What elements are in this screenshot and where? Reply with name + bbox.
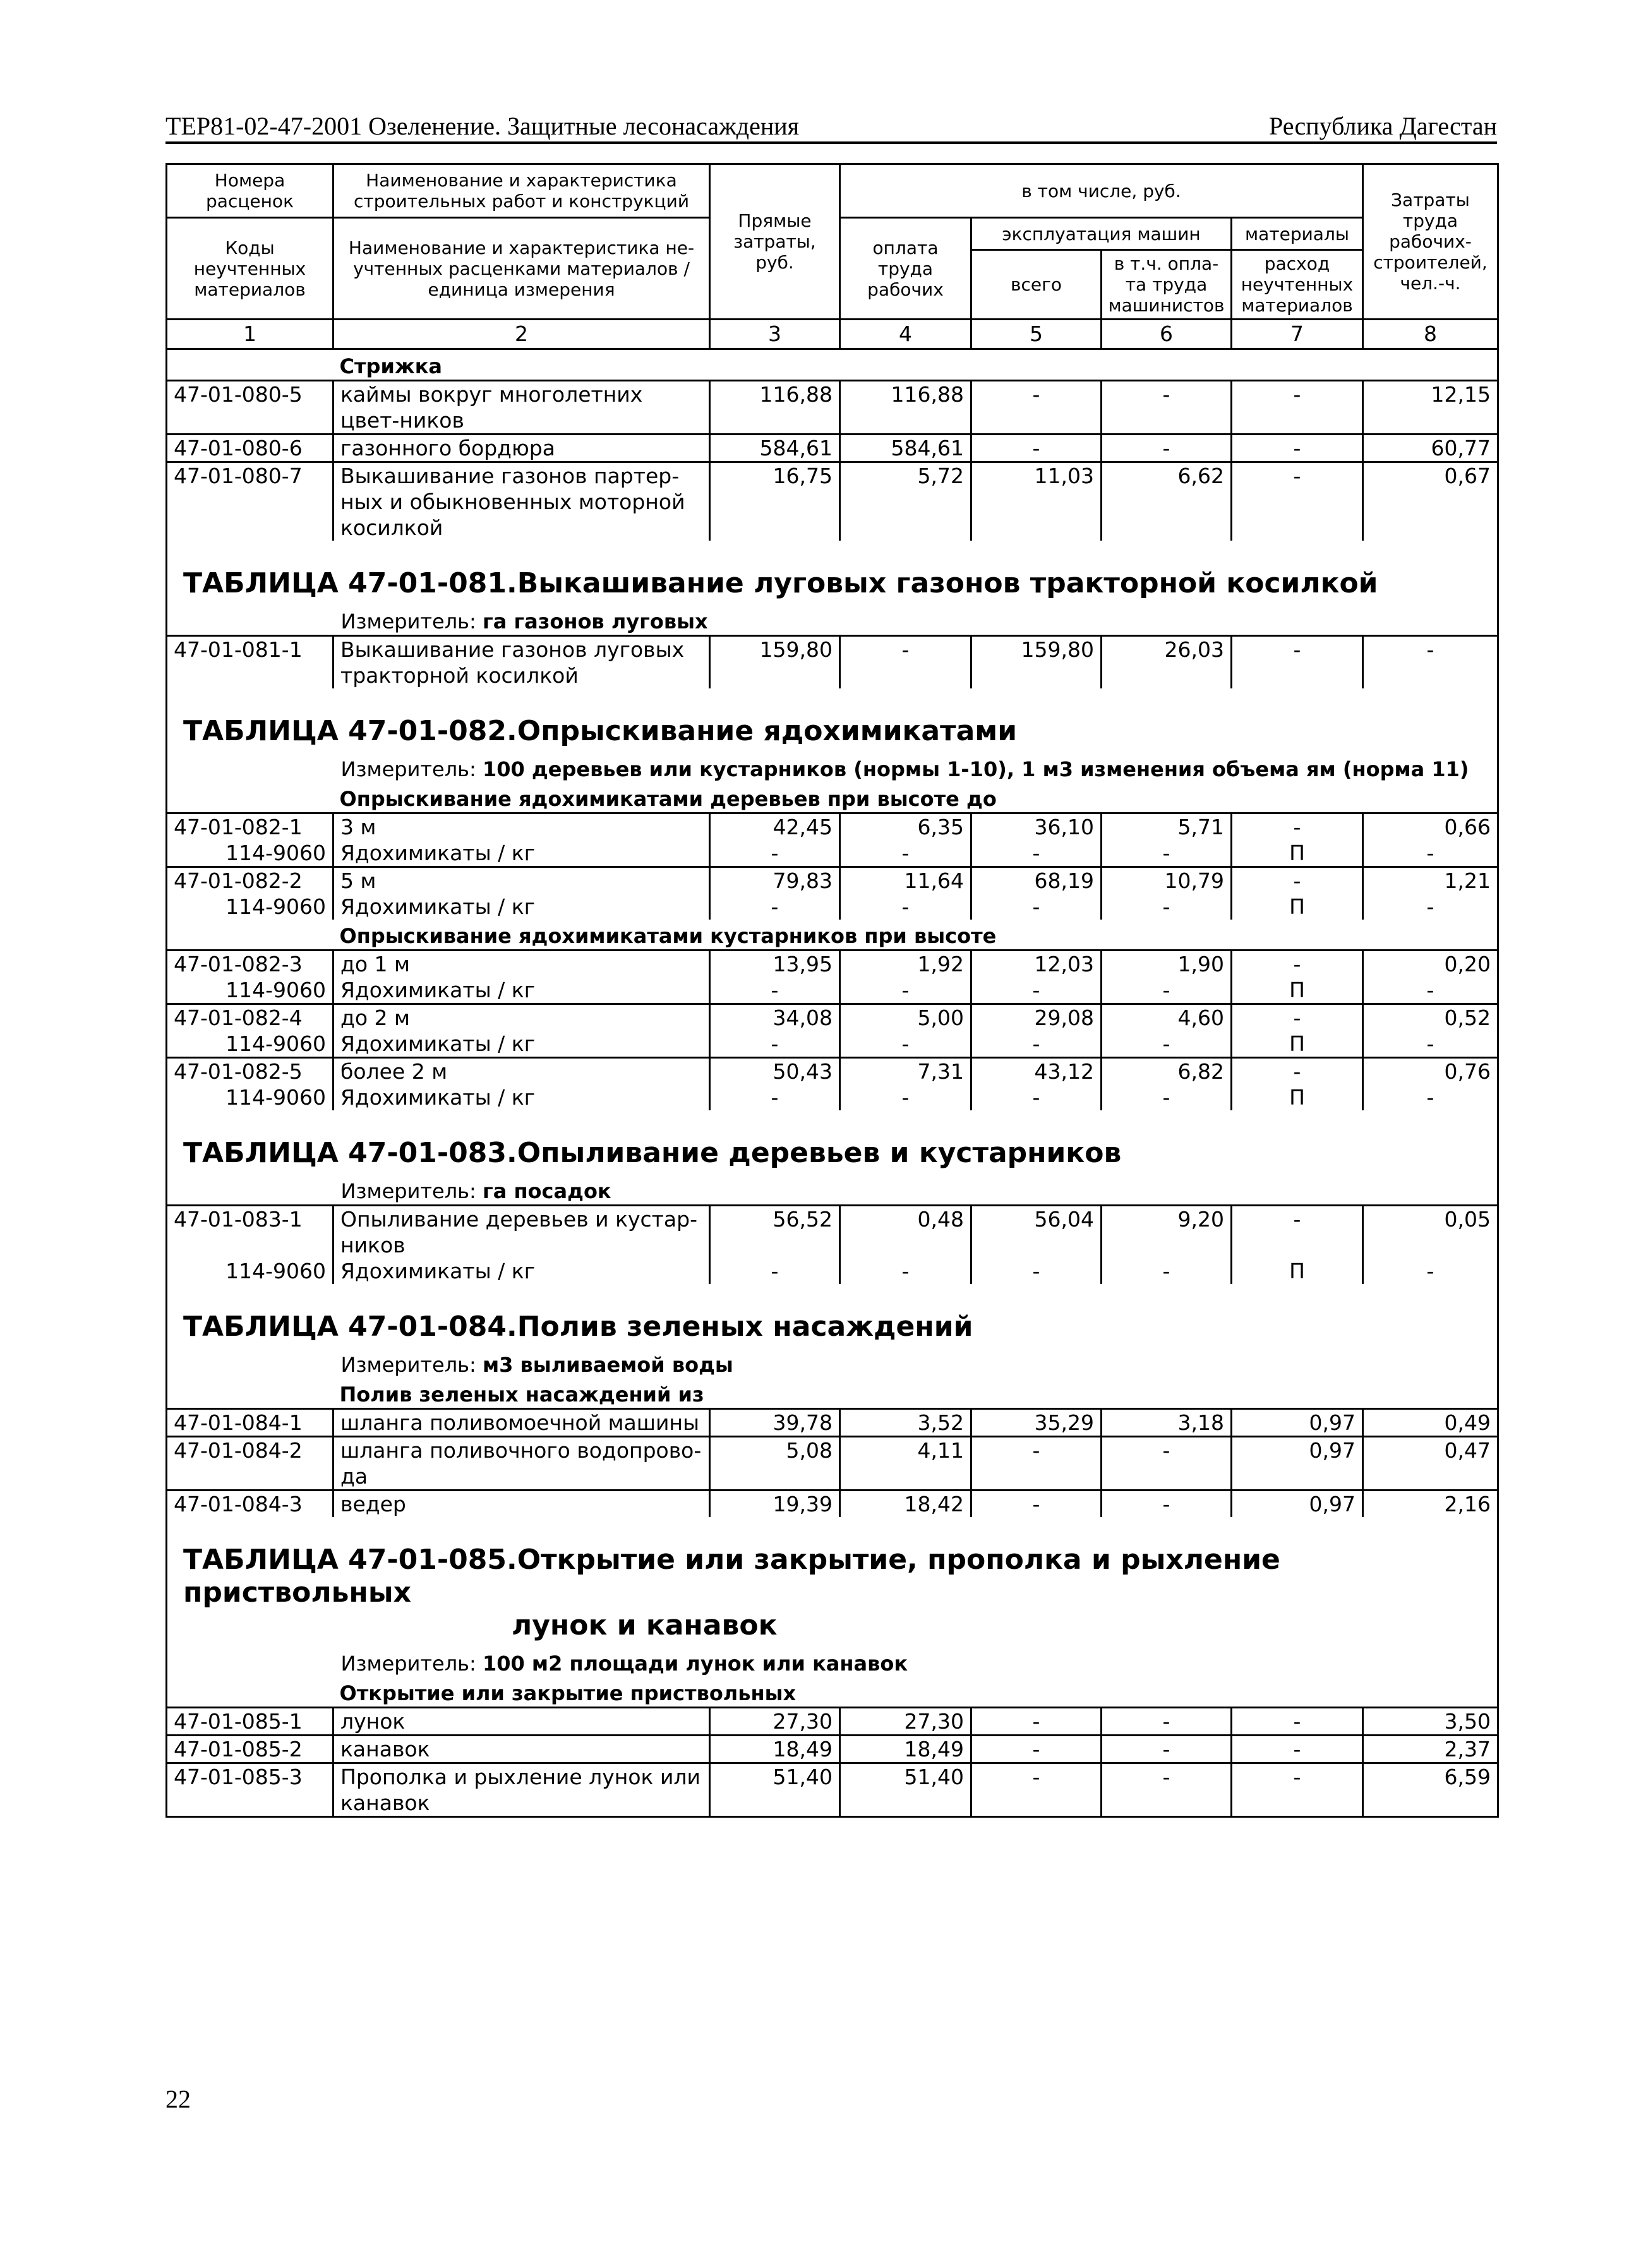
work-name: шланга поливочного водопрово-да: [334, 1437, 710, 1491]
value-c3: -: [710, 840, 840, 867]
value-c8: -: [1363, 1258, 1498, 1284]
section-subtitle: Полив зеленых насаждений из: [339, 1383, 704, 1407]
measure-unit: [334, 757, 1498, 783]
column-number: 7: [1232, 320, 1363, 349]
value-c6: -: [1102, 1084, 1232, 1110]
table-title: Опыливание деревьев и кустарников: [517, 1137, 1122, 1169]
measure-label: Измеритель:: [340, 609, 476, 633]
header-machines: эксплуатация машин: [971, 218, 1232, 250]
value-c7: -: [1232, 1708, 1363, 1736]
rate-code: 47-01-082-5: [167, 1058, 334, 1085]
value-c7: -: [1232, 1004, 1363, 1031]
value-c3: 116,88: [710, 381, 840, 435]
value-c6: 26,03: [1102, 636, 1232, 689]
value-c7: -: [1232, 636, 1363, 689]
subtitle-row: [167, 783, 1498, 813]
measure-label: Измеритель:: [340, 757, 476, 781]
value-c5: 11,03: [971, 462, 1102, 541]
empty-cell: [167, 1378, 334, 1409]
header-labor-costs: Затраты труда рабочих-строителей, чел.-ч.: [1363, 164, 1498, 320]
work-name: шланга поливомоечной машины: [334, 1409, 710, 1437]
value-c5: 35,29: [971, 1409, 1102, 1437]
measure-row: [167, 757, 1498, 783]
table-number: ТАБЛИЦА 47-01-085.: [183, 1544, 517, 1576]
table-caption-row: [167, 541, 1498, 609]
material-code: 114-9060: [225, 841, 326, 865]
table-caption: [167, 1110, 1498, 1179]
value-c8: 0,66: [1363, 813, 1498, 841]
value-c5: -: [971, 435, 1102, 462]
value-c7: -: [1232, 867, 1363, 894]
measure-value: м3 выливаемой воды: [482, 1353, 733, 1377]
value-c3: 51,40: [710, 1763, 840, 1817]
value-c4: -: [840, 1031, 971, 1058]
value-c4: 7,31: [840, 1058, 971, 1085]
header-rate-numbers: Номера расценок: [206, 170, 294, 212]
table-title: Опрыскивание ядохимикатами: [517, 715, 1018, 747]
material-code: 114-9060: [225, 1031, 326, 1056]
value-c5: -: [971, 1491, 1102, 1518]
rate-code: 47-01-081-1: [167, 636, 334, 689]
value-c4: -: [840, 636, 971, 689]
header-operators-pay: в т.ч. опла-та труда машинистов: [1102, 250, 1232, 320]
value-c4: 5,72: [840, 462, 971, 541]
value-c3: 19,39: [710, 1491, 840, 1518]
work-name: 5 м: [334, 867, 710, 894]
work-name: 3 м: [334, 813, 710, 841]
value-c8: 0,20: [1363, 951, 1498, 978]
material-code: 114-9060: [225, 1085, 326, 1110]
value-c3: 27,30: [710, 1708, 840, 1736]
section-subtitle: Стрижка: [339, 354, 443, 378]
value-c8: 0,05: [1363, 1206, 1498, 1259]
column-number: 3: [710, 320, 840, 349]
value-c8: 12,15: [1363, 381, 1498, 435]
rate-row: [167, 1437, 1498, 1491]
value-c5: 36,10: [971, 813, 1102, 841]
value-c7: 0,97: [1232, 1409, 1363, 1437]
empty-cell: [167, 349, 334, 381]
value-c4: 11,64: [840, 867, 971, 894]
value-c6: 9,20: [1102, 1206, 1232, 1259]
work-name: Выкашивание газонов луговых тракторной косилкой: [334, 636, 710, 689]
value-c6: 3,18: [1102, 1409, 1232, 1437]
value-c8: -: [1363, 977, 1498, 1004]
rate-row: [167, 381, 1498, 435]
value-c8: -: [1363, 1084, 1498, 1110]
value-c5: -: [971, 1437, 1102, 1491]
table-title-continued: лунок и канавок: [512, 1609, 778, 1641]
value-c8: -: [1363, 894, 1498, 920]
value-c5: -: [971, 381, 1102, 435]
value-c6: 1,90: [1102, 951, 1232, 978]
value-c8: 3,50: [1363, 1708, 1498, 1736]
header-including: в том числе, руб.: [840, 164, 1363, 218]
rate-code: 47-01-082-2: [167, 867, 334, 894]
rate-row: [167, 1206, 1498, 1259]
value-c3: 16,75: [710, 462, 840, 541]
header-worker-pay: оплата труда рабочих: [840, 218, 971, 320]
header-document-title: ТЕР81-02-47-2001 Озеленение. Защитные лесонасаждения: [165, 112, 800, 140]
value-c8: -: [1363, 840, 1498, 867]
value-c7: П: [1232, 840, 1363, 867]
value-c4: -: [840, 840, 971, 867]
value-c8: -: [1363, 1031, 1498, 1058]
value-c3: 13,95: [710, 951, 840, 978]
table-number: ТАБЛИЦА 47-01-083.: [183, 1137, 517, 1169]
measure-label: Измеритель:: [340, 1353, 476, 1377]
measure-row: [167, 1179, 1498, 1206]
value-c6: -: [1102, 1763, 1232, 1817]
measure-row: [167, 609, 1498, 636]
header-material-codes: Коды неучтенных материалов: [167, 218, 334, 320]
empty-cell: [167, 920, 334, 951]
value-c5: -: [971, 1736, 1102, 1763]
rate-row: [167, 435, 1498, 462]
value-c6: -: [1102, 894, 1232, 920]
rate-row: [167, 867, 1498, 894]
value-c5: 68,19: [971, 867, 1102, 894]
rate-code: 47-01-080-7: [167, 462, 334, 541]
value-c4: 51,40: [840, 1763, 971, 1817]
value-c6: -: [1102, 1736, 1232, 1763]
column-number: 8: [1363, 320, 1498, 349]
value-c3: 584,61: [710, 435, 840, 462]
work-name: ведер: [334, 1491, 710, 1518]
table-title: Полив зеленых насаждений: [517, 1311, 973, 1343]
measure-row: [167, 1651, 1498, 1677]
value-c7: -: [1232, 435, 1363, 462]
value-c8: 0,49: [1363, 1409, 1498, 1437]
value-c3: -: [710, 894, 840, 920]
rate-code: 47-01-085-1: [167, 1708, 334, 1736]
value-c4: -: [840, 1258, 971, 1284]
table-caption-row: [167, 1517, 1498, 1651]
column-number: 6: [1102, 320, 1232, 349]
empty-cell: [167, 1179, 334, 1206]
rate-row: [167, 1763, 1498, 1817]
value-c5: -: [971, 1708, 1102, 1736]
empty-cell: [167, 757, 334, 783]
value-c5: 159,80: [971, 636, 1102, 689]
header-work-name: Наименование и характеристика строительных работ и конструкций: [334, 164, 710, 218]
subtitle-row: [167, 920, 1498, 951]
value-c8: 0,47: [1363, 1437, 1498, 1491]
rate-code: 47-01-082-1: [167, 813, 334, 841]
value-c4: 6,35: [840, 813, 971, 841]
work-name: Выкашивание газонов партер-ных и обыкновенных моторной косилкой: [334, 462, 710, 541]
table-title: Выкашивание луговых газонов тракторной косилкой: [517, 567, 1378, 599]
section-subtitle: Опрыскивание ядохимикатами кустарников при высоте: [339, 924, 997, 948]
value-c7: -: [1232, 1206, 1363, 1259]
value-c5: -: [971, 977, 1102, 1004]
value-c8: 2,37: [1363, 1736, 1498, 1763]
value-c5: 56,04: [971, 1206, 1102, 1259]
rate-row: [167, 462, 1498, 541]
value-c6: -: [1102, 977, 1232, 1004]
column-number: 4: [840, 320, 971, 349]
rate-code: 47-01-080-5: [167, 381, 334, 435]
rate-row: [167, 636, 1498, 689]
empty-cell: [167, 609, 334, 636]
value-c8: 2,16: [1363, 1491, 1498, 1518]
rate-code: 47-01-085-3: [167, 1763, 334, 1817]
value-c5: 29,08: [971, 1004, 1102, 1031]
column-number: 5: [971, 320, 1102, 349]
work-name: более 2 м: [334, 1058, 710, 1085]
value-c8: 0,67: [1363, 462, 1498, 541]
rate-code: 47-01-083-1: [167, 1206, 334, 1259]
rate-row: [167, 1708, 1498, 1736]
work-name: Ядохимикаты / кг: [334, 977, 710, 1004]
table-caption: [167, 541, 1498, 609]
rate-code: 47-01-084-3: [167, 1491, 334, 1518]
subtitle-row: [167, 1677, 1498, 1708]
material-code: 114-9060: [225, 1259, 326, 1283]
subtitle-row: [167, 1378, 1498, 1409]
value-c6: -: [1102, 1031, 1232, 1058]
table-caption: [167, 1517, 1498, 1651]
value-c6: 6,82: [1102, 1058, 1232, 1085]
page-number: 22: [165, 2085, 191, 2113]
value-c6: -: [1102, 381, 1232, 435]
value-c4: -: [840, 894, 971, 920]
value-c4: 584,61: [840, 435, 971, 462]
measure-value: га посадок: [482, 1179, 611, 1203]
table-caption: [167, 688, 1498, 757]
rate-code: 47-01-080-6: [167, 435, 334, 462]
measure-row: [167, 1352, 1498, 1378]
value-c4: -: [840, 977, 971, 1004]
page-header: [165, 111, 1497, 144]
material-row: [167, 1084, 1498, 1110]
value-c6: 10,79: [1102, 867, 1232, 894]
work-name: лунок: [334, 1708, 710, 1736]
value-c4: 1,92: [840, 951, 971, 978]
rate-code: 47-01-085-2: [167, 1736, 334, 1763]
work-name: Ядохимикаты / кг: [334, 894, 710, 920]
rate-row: [167, 951, 1498, 978]
measure-value: 100 м2 площади лунок или канавок: [482, 1652, 908, 1676]
value-c4: -: [840, 1084, 971, 1110]
value-c3: 18,49: [710, 1736, 840, 1763]
value-c8: 60,77: [1363, 435, 1498, 462]
column-number: 1: [167, 320, 334, 349]
work-name: Опыливание деревьев и кустар-ников: [334, 1206, 710, 1259]
value-c7: -: [1232, 951, 1363, 978]
header-region: Республика Дагестан: [1269, 112, 1497, 140]
value-c7: П: [1232, 894, 1363, 920]
work-name: Ядохимикаты / кг: [334, 1084, 710, 1110]
section-subtitle: Открытие или закрытие приствольных: [339, 1681, 796, 1705]
value-c7: П: [1232, 1258, 1363, 1284]
rate-row: [167, 1736, 1498, 1763]
table-number: ТАБЛИЦА 47-01-084.: [183, 1311, 517, 1343]
rate-code: 47-01-082-3: [167, 951, 334, 978]
rates-table: [165, 163, 1499, 1818]
measure-label: Измеритель:: [340, 1652, 476, 1676]
value-c8: -: [1363, 636, 1498, 689]
value-c8: 1,21: [1363, 867, 1498, 894]
value-c5: -: [971, 1763, 1102, 1817]
value-c3: 79,83: [710, 867, 840, 894]
value-c7: 0,97: [1232, 1437, 1363, 1491]
value-c7: П: [1232, 1084, 1363, 1110]
value-c3: 56,52: [710, 1206, 840, 1259]
value-c3: 5,08: [710, 1437, 840, 1491]
column-numbers-row: [167, 320, 1498, 349]
value-c7: -: [1232, 813, 1363, 841]
work-name: до 1 м: [334, 951, 710, 978]
value-c3: -: [710, 1031, 840, 1058]
column-number: 2: [334, 320, 710, 349]
value-c4: 0,48: [840, 1206, 971, 1259]
work-name: Ядохимикаты / кг: [334, 1258, 710, 1284]
header-materials: материалы: [1232, 218, 1363, 250]
value-c4: 116,88: [840, 381, 971, 435]
value-c6: 4,60: [1102, 1004, 1232, 1031]
value-c5: -: [971, 840, 1102, 867]
material-row: [167, 1031, 1498, 1058]
material-code: 114-9060: [225, 894, 326, 919]
value-c8: 0,76: [1363, 1058, 1498, 1085]
table-caption-row: [167, 688, 1498, 757]
empty-cell: [167, 1677, 334, 1708]
table-number: ТАБЛИЦА 47-01-082.: [183, 715, 517, 747]
value-c3: -: [710, 1258, 840, 1284]
subtitle-row: [167, 349, 1498, 381]
rate-row: [167, 1409, 1498, 1437]
rate-code: 47-01-084-2: [167, 1437, 334, 1491]
value-c7: П: [1232, 977, 1363, 1004]
value-c5: -: [971, 1258, 1102, 1284]
work-name: Ядохимикаты / кг: [334, 1031, 710, 1058]
value-c6: 5,71: [1102, 813, 1232, 841]
value-c7: -: [1232, 462, 1363, 541]
measure-unit: [334, 1352, 1498, 1378]
material-row: [167, 840, 1498, 867]
value-c6: -: [1102, 435, 1232, 462]
value-c3: 159,80: [710, 636, 840, 689]
measure-value: га газонов луговых: [482, 609, 708, 633]
value-c4: 27,30: [840, 1708, 971, 1736]
work-name: Прополка и рыхление лунок или канавок: [334, 1763, 710, 1817]
value-c7: -: [1232, 1763, 1363, 1817]
value-c4: 3,52: [840, 1409, 971, 1437]
material-row: [167, 894, 1498, 920]
empty-cell: [167, 1651, 334, 1677]
material-row: [167, 977, 1498, 1004]
table-caption-row: [167, 1284, 1498, 1352]
header-unaccounted-materials: расход неучтенных материалов: [1232, 250, 1363, 320]
value-c5: 12,03: [971, 951, 1102, 978]
value-c7: -: [1232, 1736, 1363, 1763]
empty-cell: [167, 1352, 334, 1378]
work-name: Ядохимикаты / кг: [334, 840, 710, 867]
header-row-1: [167, 164, 1498, 218]
table-title: Открытие или закрытие, прополка и рыхление приствольных: [183, 1544, 1280, 1609]
value-c6: 6,62: [1102, 462, 1232, 541]
measure-value: 100 деревьев или кустарников (нормы 1-10), 1 м3 изменения объема ям (норма 11): [482, 757, 1469, 781]
value-c5: -: [971, 894, 1102, 920]
value-c7: -: [1232, 381, 1363, 435]
value-c7: П: [1232, 1031, 1363, 1058]
rates-table-body: [167, 164, 1498, 1817]
value-c5: -: [971, 1084, 1102, 1110]
value-c3: 39,78: [710, 1409, 840, 1437]
rate-row: [167, 1491, 1498, 1518]
value-c8: 0,52: [1363, 1004, 1498, 1031]
value-c6: -: [1102, 1258, 1232, 1284]
value-c4: 18,49: [840, 1736, 971, 1763]
value-c4: 18,42: [840, 1491, 971, 1518]
value-c7: -: [1232, 1058, 1363, 1085]
header-machines-total: всего: [971, 250, 1102, 320]
empty-cell: [167, 783, 334, 813]
value-c6: -: [1102, 1708, 1232, 1736]
material-row: [167, 1258, 1498, 1284]
table-number: ТАБЛИЦА 47-01-081.: [183, 567, 517, 599]
value-c3: 42,45: [710, 813, 840, 841]
value-c3: 34,08: [710, 1004, 840, 1031]
measure-unit: [334, 609, 1498, 636]
rate-code: 47-01-084-1: [167, 1409, 334, 1437]
header-direct-costs: Прямые затраты, руб.: [710, 164, 840, 320]
value-c3: 50,43: [710, 1058, 840, 1085]
rate-row: [167, 1004, 1498, 1031]
value-c8: 6,59: [1363, 1763, 1498, 1817]
value-c7: 0,97: [1232, 1491, 1363, 1518]
section-subtitle: Опрыскивание ядохимикатами деревьев при высоте до: [339, 787, 997, 811]
value-c6: -: [1102, 1437, 1232, 1491]
work-name: канавок: [334, 1736, 710, 1763]
value-c3: -: [710, 1084, 840, 1110]
work-name: до 2 м: [334, 1004, 710, 1031]
measure-unit: [334, 1651, 1498, 1677]
table-caption: [167, 1284, 1498, 1352]
measure-unit: [334, 1179, 1498, 1206]
work-name: каймы вокруг многолетних цвет-ников: [334, 381, 710, 435]
value-c4: 4,11: [840, 1437, 971, 1491]
value-c6: -: [1102, 840, 1232, 867]
rate-row: [167, 1058, 1498, 1085]
rate-code: 47-01-082-4: [167, 1004, 334, 1031]
measure-label: Измеритель:: [340, 1179, 476, 1203]
table-caption-row: [167, 1110, 1498, 1179]
header-material-name: Наименование и характеристика не-учтенных расценками материалов / единица измерения: [334, 218, 710, 320]
value-c4: 5,00: [840, 1004, 971, 1031]
value-c3: -: [710, 977, 840, 1004]
work-name: газонного бордюра: [334, 435, 710, 462]
rate-row: [167, 813, 1498, 841]
value-c5: -: [971, 1031, 1102, 1058]
value-c6: -: [1102, 1491, 1232, 1518]
material-code: 114-9060: [225, 978, 326, 1002]
value-c5: 43,12: [971, 1058, 1102, 1085]
